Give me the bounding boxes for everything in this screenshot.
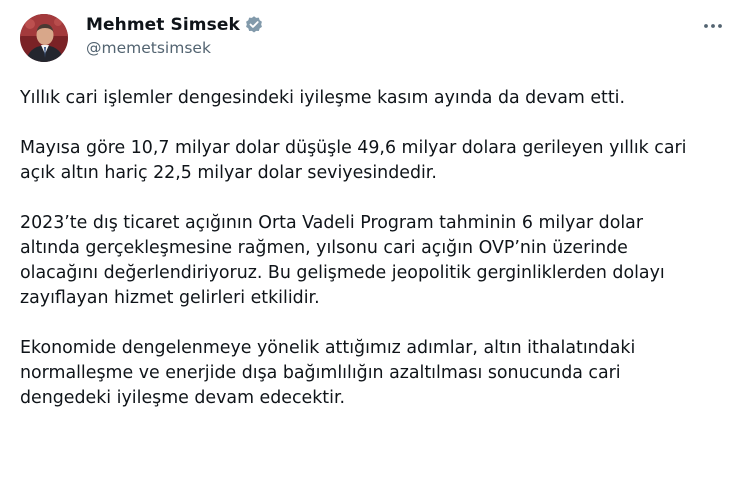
- avatar-image: [20, 14, 68, 62]
- author-name-row: [86, 12, 264, 38]
- tweet-text: [20, 86, 726, 411]
- author-display-name[interactable]: Mehmet Simsek: [86, 15, 240, 35]
- tweet-paragraph: 2023’te dış ticaret açığının Orta Vadeli Program tahminin 6 milyar dolar altında gerçekleşmesine rağmen, yılsonu cari açığın OVP’nin üzerinde olacağını değerlendiriyoruz. Bu gelişmede jeopolitik gerginliklerden dolayı zayıflayan hizmet gelirleri etkilidir.: [20, 213, 665, 308]
- tweet-paragraph: Ekonomide dengelenmeye yönelik attığımız adımlar, altın ithalatındaki normalleşme ve enerjide dışa bağımlılığın azaltılması sonucunda cari dengedeki iyileşme devam edecektir.: [20, 338, 636, 408]
- tweet-paragraph: Mayısa göre 10,7 milyar dolar düşüşle 49,6 milyar dolara gerileyen yıllık cari açık altın hariç 22,5 milyar dolar seviyesindedir.: [20, 138, 687, 183]
- avatar[interactable]: [20, 14, 68, 62]
- author-handle[interactable]: @memetsimsek: [86, 39, 211, 57]
- author-block: [86, 12, 264, 57]
- verified-badge-icon: [244, 15, 264, 35]
- more-dots-icon: [703, 23, 723, 29]
- more-options-button[interactable]: [700, 16, 726, 36]
- tweet-paragraph: Yıllık cari işlemler dengesindeki iyileşme kasım ayında da devam etti.: [20, 88, 626, 108]
